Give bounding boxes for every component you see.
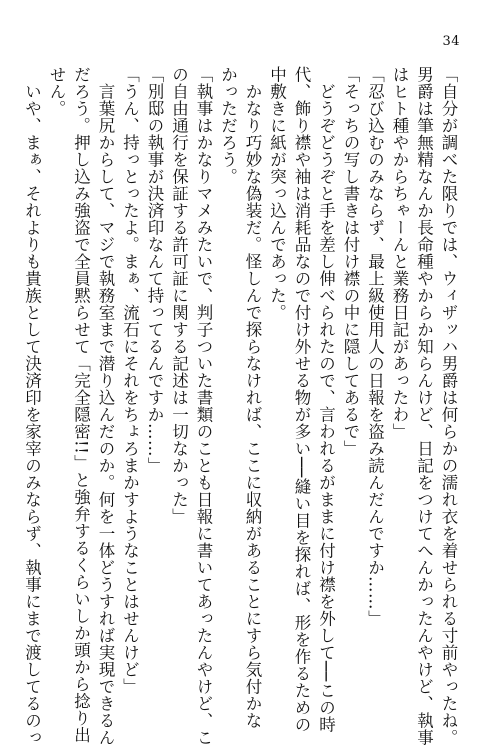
- text-line: 「うん、持っとったよ。まぁ、流石にそれをちょろまかすようなことはせんけど」: [120, 66, 140, 695]
- text-line: 「執事はかなりマメみたいで、判子ついた書類のことも日報に書いてあったんやけど、こ: [194, 66, 213, 746]
- text-line: いや、まぁ、それよりも貴族として決済印を家宰のみならず、執事にまで渡してるのっ: [22, 82, 42, 746]
- text-line: 「別邸の執事が決済印なんて持ってるんですか……」: [145, 66, 164, 474]
- text-line: 男爵は筆無精なんか長命種やからか知らんけど、日記をつけてへんかったんやけど、執事: [414, 66, 434, 746]
- text-line: はヒト種やからちゃーんと業務日記があったわ」: [390, 66, 409, 440]
- text-line: かなり巧妙な偽装だ。怪しんで探らなければ、ここに収納があることにすら気付かな: [243, 82, 262, 729]
- text-line: せん。: [47, 66, 66, 117]
- text-line: だろう。押し込み強盗で全員黙らせて「完全隠密!!」と強弁するくらいしか頭から捻り出: [71, 66, 91, 744]
- text-line: 中敷きに紙が突っ込んであった。: [267, 66, 287, 321]
- text-line: の自由通行を保証する許可証に関する記述は一切なかった」: [169, 66, 189, 525]
- page-number: 34: [442, 34, 460, 49]
- text-line: 言葉尻からして、マジで執務室まで潜り込んだのか。何を一体どうすれば実現できるん: [96, 82, 115, 746]
- text-line: どうぞどうぞと手を差し伸べられたので、言われるがままに付け襟を外して──この時: [316, 82, 336, 733]
- text-line: かっただろう。: [218, 66, 238, 185]
- text-line: 代、飾り襟や袖は消耗品なので付け外せる物が多い──縫い目を探れば、形を作るための: [292, 66, 311, 733]
- vertical-body-text: [22, 66, 460, 746]
- text-line: 「そっちの写し書きは付け襟の中に隠してあるで」: [341, 66, 360, 457]
- text-line: 「忍び込むのみならず、最上級使用人の日報を盗み読んだんですか……」: [365, 66, 385, 627]
- text-line: 「自分が調べた限りでは、ウィザッハ男爵は何らかの濡れ衣を着せられる寸前やったね。: [439, 66, 458, 746]
